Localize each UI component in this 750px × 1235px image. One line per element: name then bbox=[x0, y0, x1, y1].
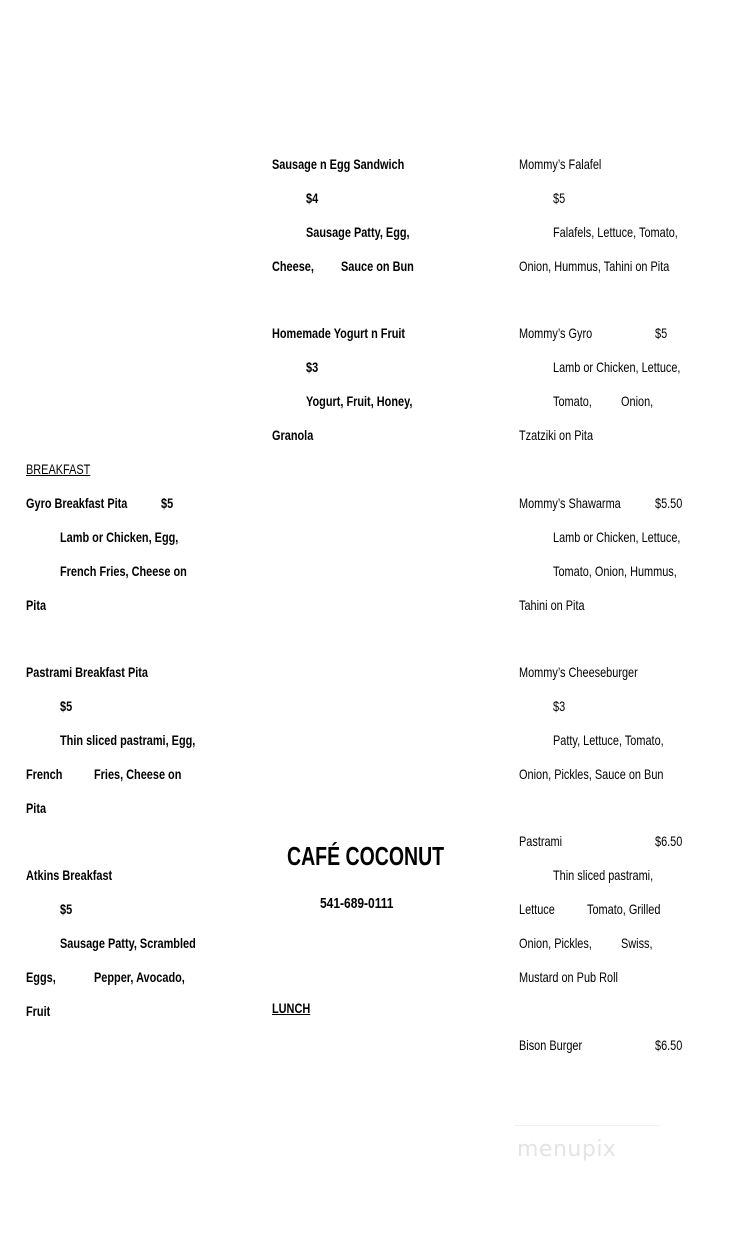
item-price: $5 bbox=[161, 495, 174, 511]
item-price: $5 bbox=[60, 698, 73, 714]
cafe-title: CAFÉ COCONUT bbox=[287, 841, 445, 871]
item-desc-line: Onion, Pickles, bbox=[519, 935, 592, 951]
item-desc-line: Onion, bbox=[621, 393, 654, 409]
item-desc-line: Lamb or Chicken, Egg, bbox=[60, 529, 179, 545]
item-desc-line: Fruit bbox=[26, 1003, 51, 1019]
item-price: $6.50 bbox=[655, 1037, 683, 1053]
item-desc-line: Tahini on Pita bbox=[519, 597, 585, 613]
item-name: Pastrami bbox=[519, 833, 563, 849]
item-desc-line: Sauce on Bun bbox=[341, 258, 414, 274]
item-price: $5.50 bbox=[655, 495, 683, 511]
item-desc-line: Cheese, bbox=[272, 258, 314, 274]
item-name: Atkins Breakfast bbox=[26, 867, 113, 883]
item-desc-line: Lamb or Chicken, Lettuce, bbox=[553, 359, 681, 375]
lunch-heading: LUNCH bbox=[272, 1000, 311, 1016]
item-desc-line: Pita bbox=[26, 800, 47, 816]
item-desc-line: Granola bbox=[272, 427, 314, 443]
item-desc-line: Patty, Lettuce, Tomato, bbox=[553, 732, 664, 748]
item-price: $5 bbox=[655, 325, 668, 341]
item-desc-line: Tomato, Onion, Hummus, bbox=[553, 563, 677, 579]
watermark-text: menupix bbox=[517, 1137, 617, 1162]
item-desc-line: Onion, Hummus, Tahini on Pita bbox=[519, 258, 670, 274]
item-name: Pastrami Breakfast Pita bbox=[26, 664, 149, 680]
item-price: $6.50 bbox=[655, 833, 683, 849]
item-desc-line: Mustard on Pub Roll bbox=[519, 969, 618, 985]
item-name: Mommy’s Falafel bbox=[519, 156, 602, 172]
item-desc-line: Pepper, Avocado, bbox=[94, 969, 185, 985]
item-price: $3 bbox=[306, 359, 319, 375]
item-desc-line: Fries, Cheese on bbox=[94, 766, 182, 782]
item-desc-line: Thin sliced pastrami, bbox=[553, 867, 654, 883]
item-name: Bison Burger bbox=[519, 1037, 583, 1053]
item-desc-line: Eggs, bbox=[26, 969, 56, 985]
item-desc-line: Yogurt, Fruit, Honey, bbox=[306, 393, 413, 409]
item-desc-line: Falafels, Lettuce, Tomato, bbox=[553, 224, 678, 240]
item-name: Homemade Yogurt n Fruit bbox=[272, 325, 406, 341]
breakfast-heading: BREAKFAST bbox=[26, 461, 91, 477]
item-desc-line: Swiss, bbox=[621, 935, 653, 951]
cafe-phone: 541-689-0111 bbox=[320, 895, 394, 912]
item-desc-line: Lettuce bbox=[519, 901, 555, 917]
item-desc-line: Lamb or Chicken, Lettuce, bbox=[553, 529, 681, 545]
item-desc-line: Tzatziki on Pita bbox=[519, 427, 594, 443]
item-name: Sausage n Egg Sandwich bbox=[272, 156, 405, 172]
item-price: $4 bbox=[306, 190, 319, 206]
item-name: Mommy’s Shawarma bbox=[519, 495, 621, 511]
item-desc-line: Onion, Pickles, Sauce on Bun bbox=[519, 766, 664, 782]
item-price: $5 bbox=[60, 901, 73, 917]
item-name: Mommy’s Gyro bbox=[519, 325, 593, 341]
item-desc-line: Tomato, Grilled bbox=[587, 901, 661, 917]
item-price: $5 bbox=[553, 190, 566, 206]
item-price: $3 bbox=[553, 698, 566, 714]
item-desc-line: Sausage Patty, Egg, bbox=[306, 224, 410, 240]
item-desc-line: French bbox=[26, 766, 63, 782]
item-desc-line: Thin sliced pastrami, Egg, bbox=[60, 732, 196, 748]
item-desc-line: Sausage Patty, Scrambled bbox=[60, 935, 196, 951]
item-name: Mommy’s Cheeseburger bbox=[519, 664, 638, 680]
watermark-rule bbox=[514, 1125, 660, 1126]
item-desc-line: Tomato, bbox=[553, 393, 592, 409]
item-name: Gyro Breakfast Pita bbox=[26, 495, 128, 511]
item-desc-line: French Fries, Cheese on bbox=[60, 563, 187, 579]
item-desc-line: Pita bbox=[26, 597, 47, 613]
